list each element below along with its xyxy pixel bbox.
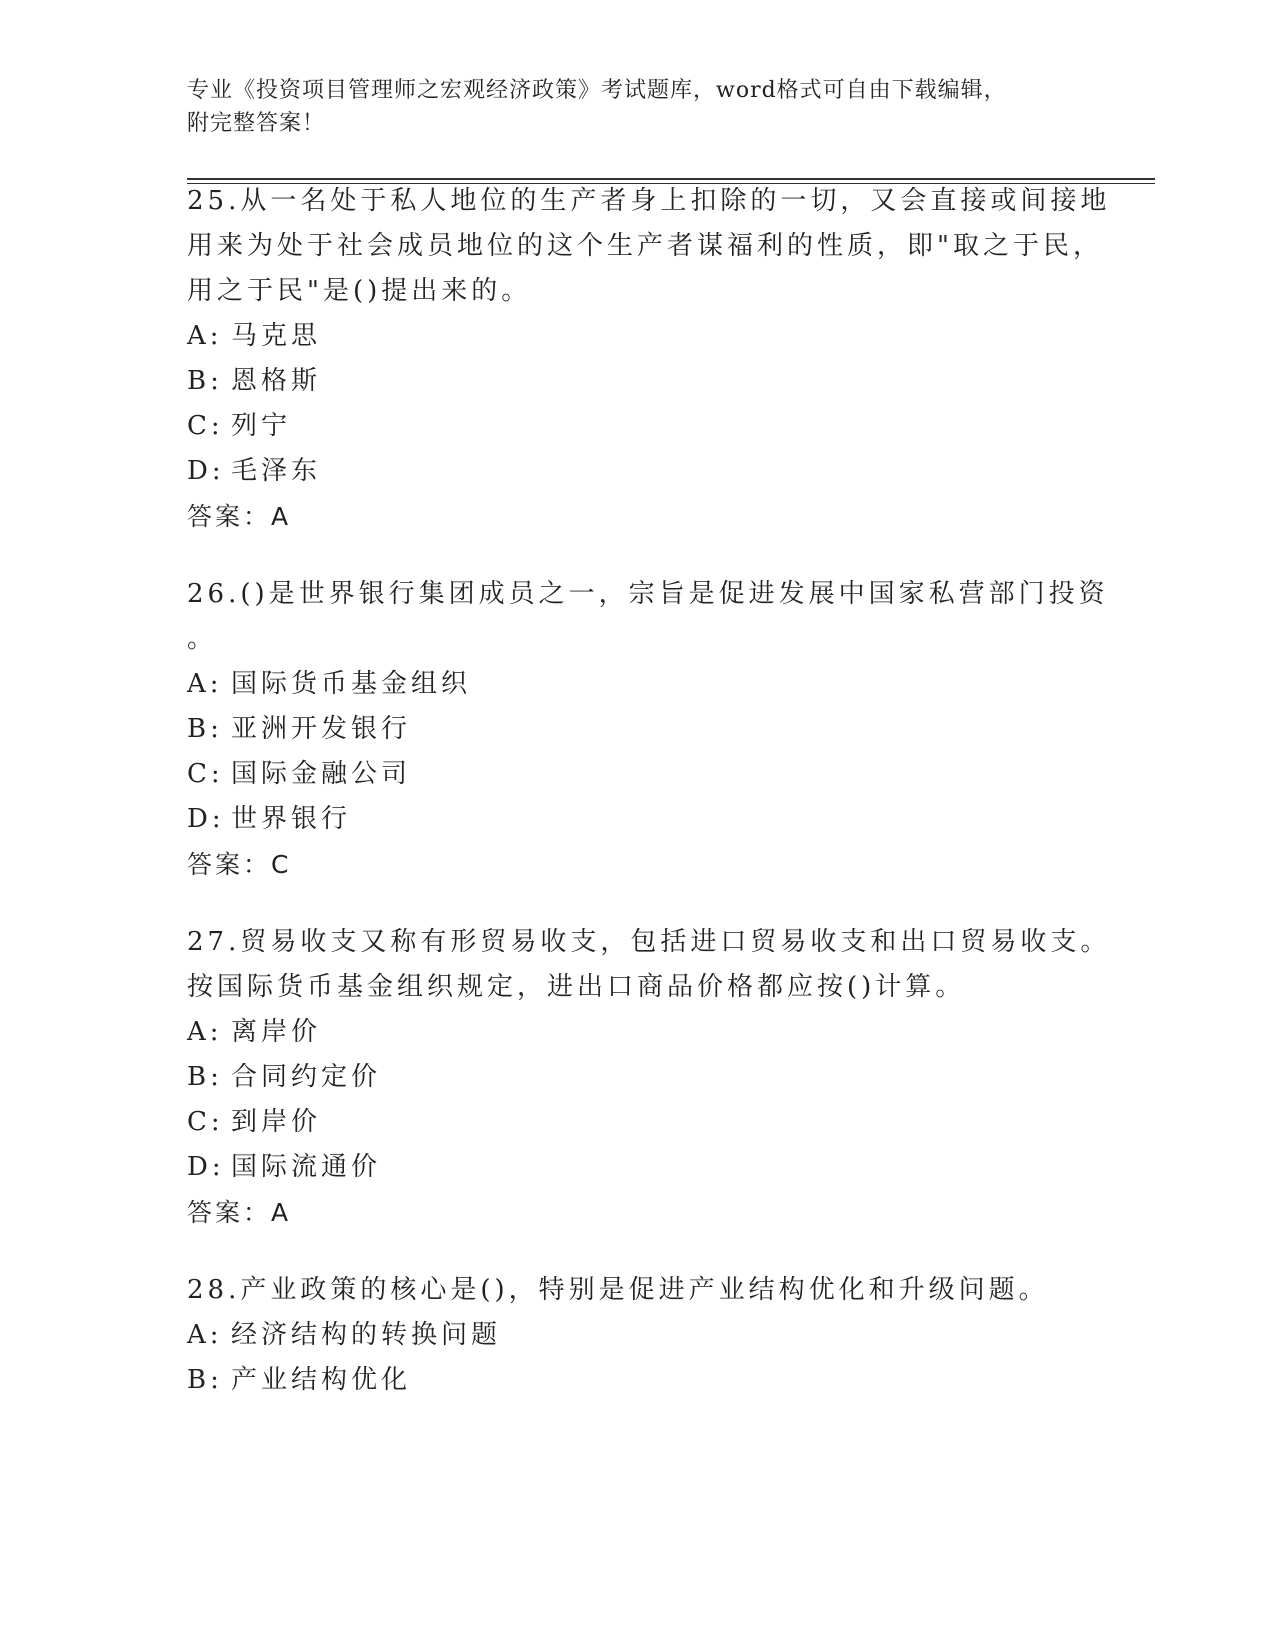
option-key: A: [187,1320,223,1350]
question-stem-line: 用来为处于社会成员地位的这个生产者谋福利的性质，即"取之于民， [187,231,1103,261]
document-header-note [187,74,1077,140]
option-text: 世界银行 [231,804,352,834]
header-line-1: 专业《投资项目管理师之宏观经济政策》考试题库，word格式可自由下载编辑， [187,78,1007,103]
option-key: D: [187,456,225,486]
option-d [187,797,1087,842]
option-a [187,1010,1087,1055]
question-stem-line: 按国际货币基金组织规定，进出口商品价格都应按()计算。 [187,972,966,1002]
option-text: 产业结构优化 [231,1365,412,1395]
question-27 [187,920,1111,1235]
question-26 [187,572,1109,887]
option-key: D: [187,1152,225,1182]
option-b [187,359,1087,404]
option-d [187,449,1087,494]
option-key: C: [187,759,224,789]
option-text: 国际金融公司 [231,759,412,789]
option-a [187,1313,1087,1358]
option-text: 亚洲开发银行 [231,714,412,744]
option-key: B: [187,1062,223,1092]
answer-line: 答案：A [187,1198,292,1227]
option-a [187,314,1087,359]
question-28 [187,1268,1087,1403]
option-text: 合同约定价 [231,1062,382,1092]
option-text: 国际货币基金组织 [231,669,472,699]
option-b [187,1358,1087,1403]
header-line-2: 附完整答案！ [187,111,326,136]
option-key: B: [187,714,223,744]
option-key: B: [187,366,223,396]
question-stem-line: 25.从一名处于私人地位的生产者身上扣除的一切，又会直接或间接地 [187,186,1111,216]
option-d [187,1145,1087,1190]
option-b [187,1055,1087,1100]
option-key: C: [187,1107,224,1137]
question-stem-line: 。 [187,624,218,654]
option-b [187,707,1087,752]
option-text: 离岸价 [231,1017,322,1047]
option-key: A: [187,321,223,351]
option-text: 国际流通价 [231,1152,382,1182]
question-stem-line: 28.产业政策的核心是()，特别是促进产业结构优化和升级问题。 [187,1275,1049,1305]
answer-line: 答案：A [187,502,292,531]
answer-line: 答案：C [187,850,292,879]
question-stem-line: 用之于民"是()提出来的。 [187,276,532,306]
option-key: B: [187,1365,223,1395]
question-25 [187,179,1111,539]
option-key: D: [187,804,225,834]
option-c [187,404,1087,449]
option-text: 到岸价 [231,1107,322,1137]
option-key: A: [187,1017,223,1047]
option-key: A: [187,669,223,699]
option-c [187,1100,1087,1145]
option-text: 恩格斯 [231,366,322,396]
option-text: 马克思 [231,321,322,351]
option-text: 经济结构的转换问题 [231,1320,502,1350]
option-text: 列宁 [231,411,292,441]
option-key: C: [187,411,224,441]
question-stem-line: 27.贸易收支又称有形贸易收支，包括进口贸易收支和出口贸易收支。 [187,927,1111,957]
option-c [187,752,1087,797]
option-a [187,662,1087,707]
question-stem-line: 26.()是世界银行集团成员之一，宗旨是促进发展中国家私营部门投资 [187,579,1109,609]
option-text: 毛泽东 [231,456,322,486]
